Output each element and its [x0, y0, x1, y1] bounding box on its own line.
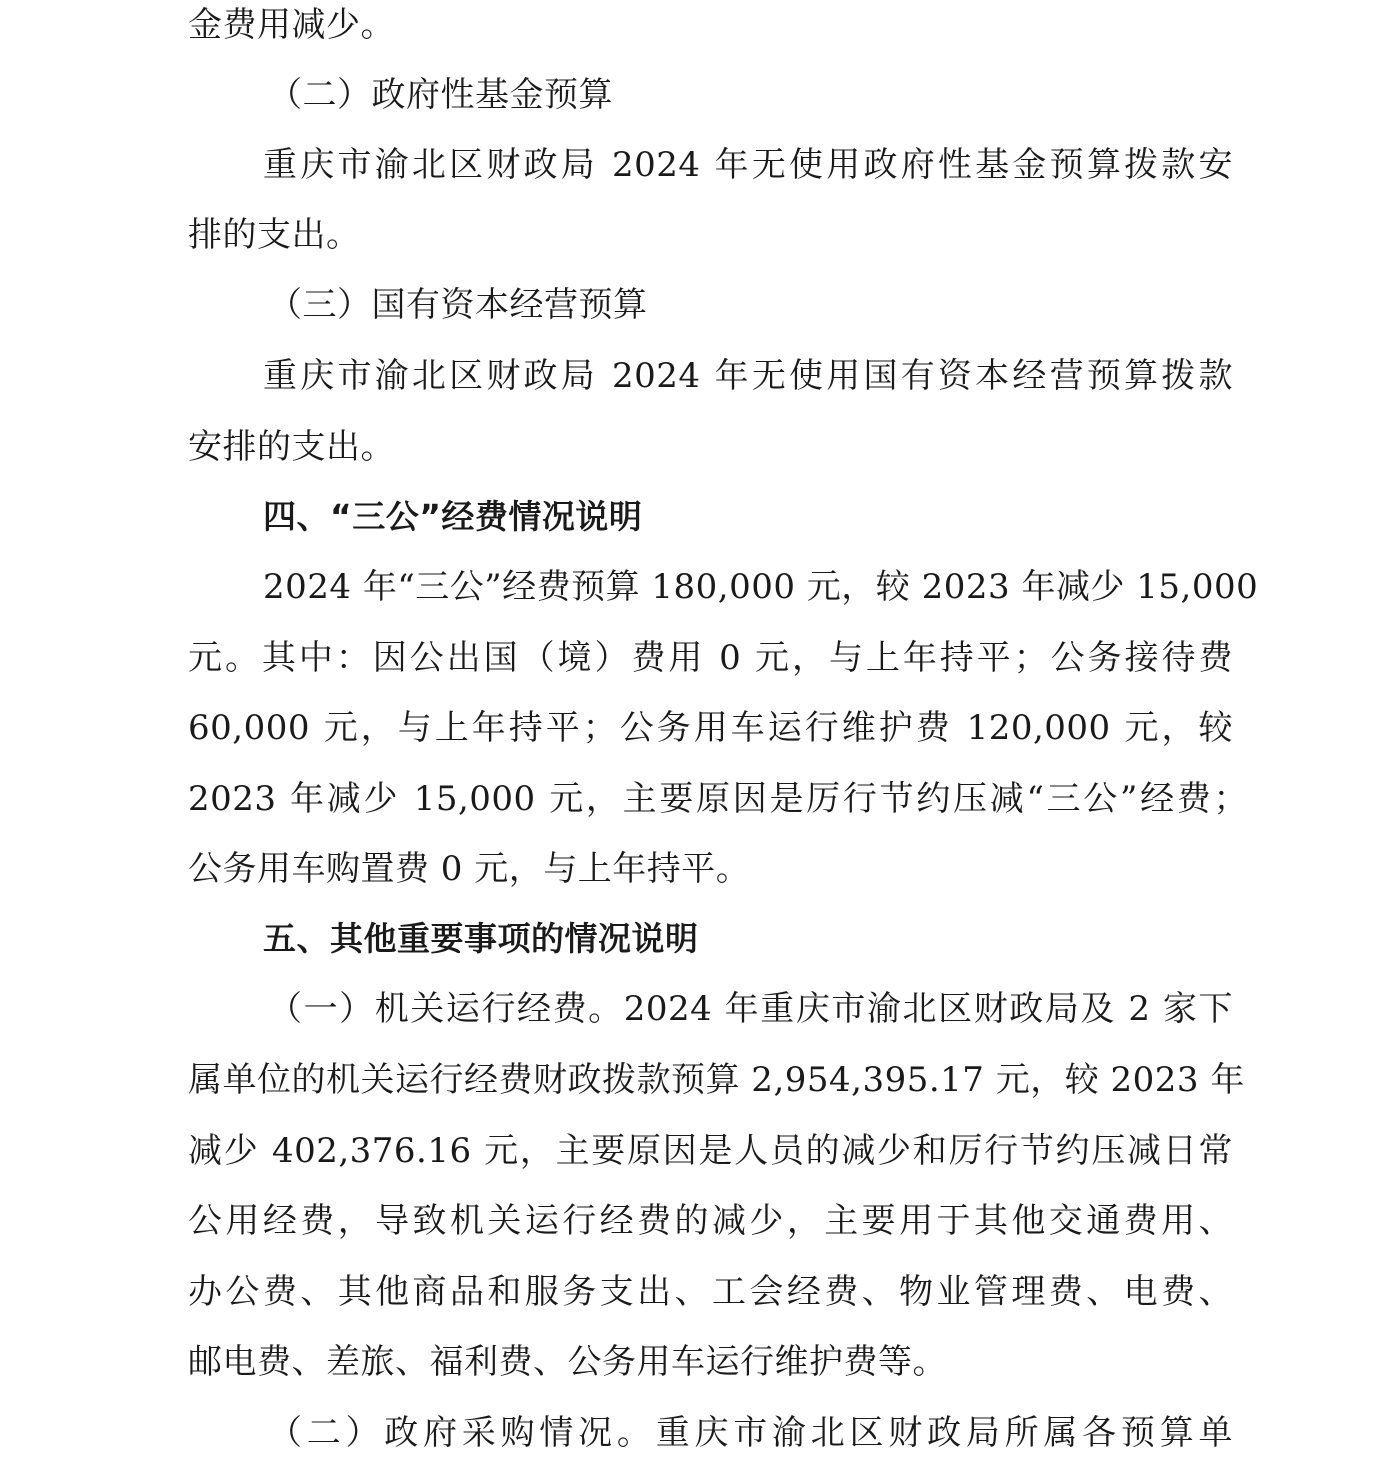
paragraph-line: 排的支出。 [188, 215, 361, 255]
paragraph-line: 2024 年“三公”经费预算 180,000 元，较 2023 年减少 15,000 [263, 567, 1259, 607]
paragraph-line: （二）政府采购情况。重庆市渝北区财政局所属各预算单 [268, 1413, 1233, 1453]
paragraph-line: 金费用减少。 [188, 5, 395, 45]
paragraph-line: 重庆市渝北区财政局 2024 年无使用国有资本经营预算拨款 [263, 356, 1233, 396]
paragraph-line: 邮电费、差旅、福利费、公务用车运行维护费等。 [188, 1342, 947, 1382]
paragraph-line: 减少 402,376.16 元，主要原因是人员的减少和厉行节约压减日常 [188, 1131, 1233, 1171]
paragraph-line: 2023 年减少 15,000 元，主要原因是厉行节约压减“三公”经费； [188, 779, 1248, 819]
paragraph-line: 重庆市渝北区财政局 2024 年无使用政府性基金预算拨款安 [263, 145, 1233, 185]
paragraph-line: 公用经费，导致机关运行经费的减少，主要用于其他交通费用、 [188, 1201, 1233, 1241]
paragraph-line: 办公费、其他商品和服务支出、工会经费、物业管理费、电费、 [188, 1272, 1233, 1312]
paragraph-line: 公务用车购置费 0 元，与上年持平。 [188, 849, 751, 889]
section-heading: 四、“三公”经费情况说明 [263, 497, 643, 536]
section-subheading: （三）国有资本经营预算 [268, 285, 648, 325]
section-subheading: （二）政府性基金预算 [268, 75, 613, 115]
paragraph-line: 元。其中：因公出国（境）费用 0 元，与上年持平；公务接待费 [188, 638, 1233, 678]
paragraph-line: 60,000 元，与上年持平；公务用车运行维护费 120,000 元，较 [188, 708, 1233, 748]
paragraph-line: （一）机关运行经费。2024 年重庆市渝北区财政局及 2 家下 [268, 989, 1233, 1029]
paragraph-line: 安排的支出。 [188, 427, 395, 467]
section-heading: 五、其他重要事项的情况说明 [263, 919, 699, 958]
paragraph-line: 属单位的机关运行经费财政拨款预算 2,954,395.17 元，较 2023 年 [188, 1060, 1245, 1100]
